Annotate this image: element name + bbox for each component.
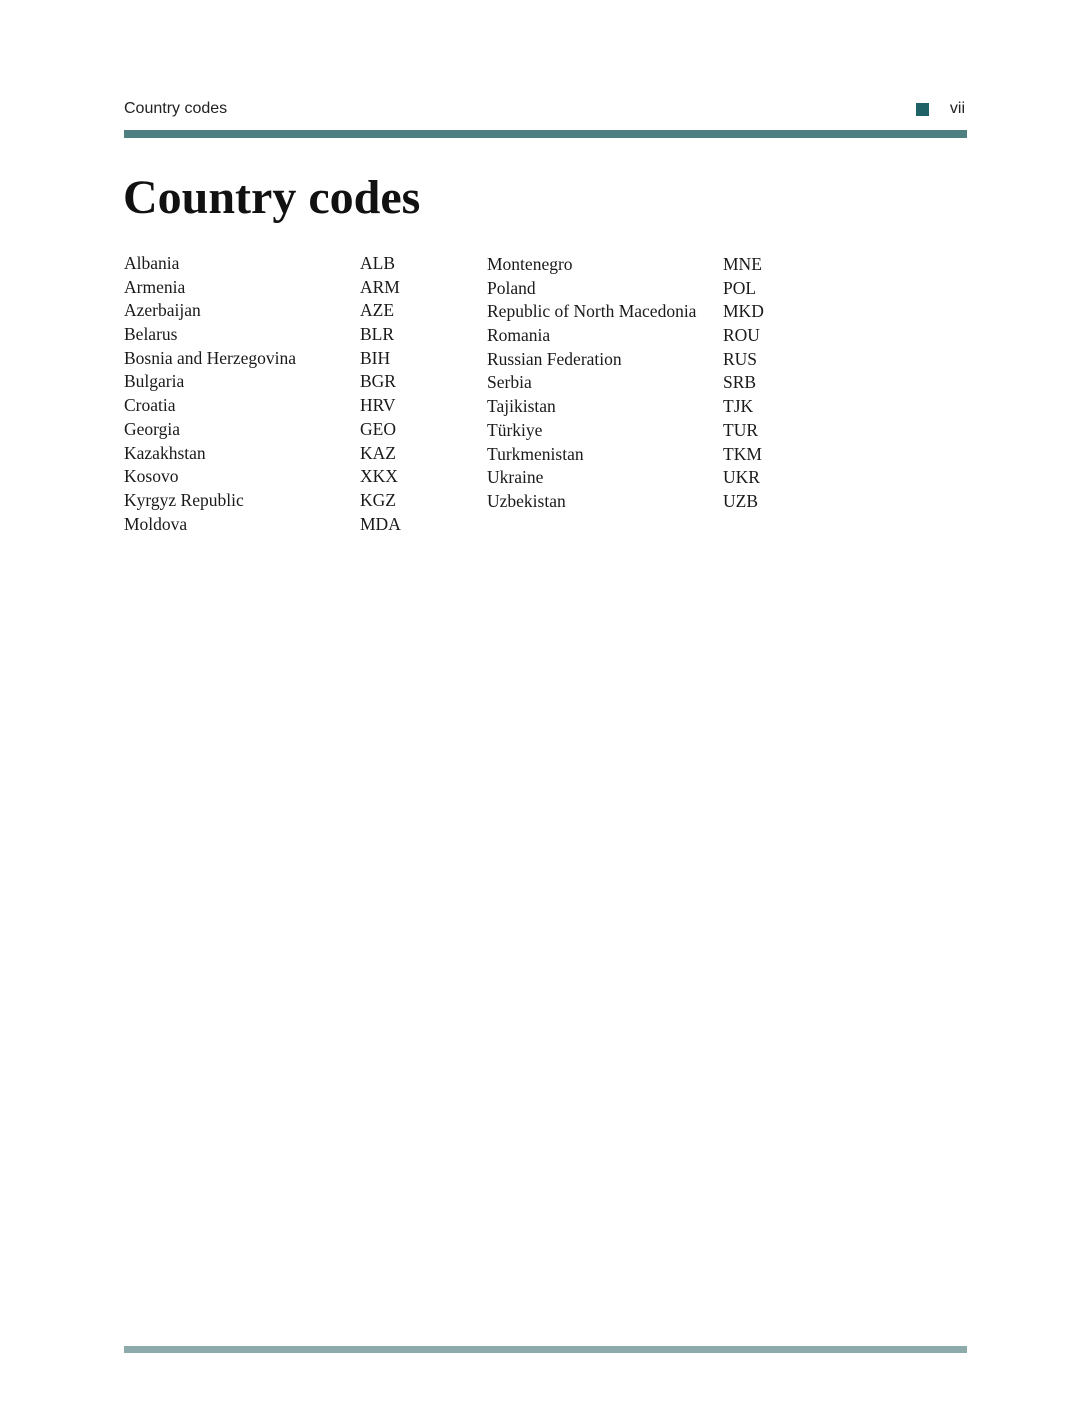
country-name: Georgia: [124, 418, 181, 439]
country-code: SRB: [723, 372, 757, 393]
country-name: Bosnia and Herzegovina: [124, 347, 297, 368]
country-code: HRV: [360, 395, 396, 416]
country-name: Romania: [487, 325, 551, 346]
country-name: Belarus: [124, 324, 178, 345]
country-name: Kazakhstan: [124, 442, 206, 463]
country-name: Albania: [124, 253, 180, 273]
country-code: UZB: [723, 490, 758, 511]
country-name: Türkiye: [487, 419, 543, 440]
country-code: BGR: [360, 371, 396, 392]
country-code: BLR: [360, 324, 395, 345]
header-square-marker: [916, 103, 929, 116]
running-header-title: Country codes: [124, 100, 228, 117]
country-name: Russian Federation: [487, 348, 622, 369]
country-name: Poland: [487, 277, 536, 298]
header-rule: [124, 130, 967, 138]
country-code: ARM: [360, 276, 400, 297]
page-number: vii: [949, 100, 965, 117]
country-name: Croatia: [124, 395, 176, 416]
country-code: MNE: [723, 254, 762, 274]
country-name: Montenegro: [487, 254, 573, 274]
country-code: MKD: [723, 301, 764, 322]
country-name: Azerbaijan: [124, 300, 201, 321]
country-code: ALB: [360, 253, 395, 273]
country-name: Serbia: [487, 372, 532, 393]
country-code: MDA: [360, 513, 401, 534]
country-code: GEO: [360, 418, 396, 439]
country-name: Tajikistan: [487, 396, 556, 417]
country-code: UKR: [723, 467, 760, 488]
country-code: AZE: [360, 300, 395, 321]
country-name: Kosovo: [124, 466, 179, 487]
country-code: XKX: [360, 466, 398, 487]
country-code: KGZ: [360, 489, 396, 510]
country-name: Ukraine: [487, 467, 544, 488]
country-name: Kyrgyz Republic: [124, 489, 244, 510]
country-name: Republic of North Macedonia: [487, 301, 697, 322]
page-title: Country codes: [123, 171, 421, 224]
country-name: Armenia: [124, 276, 186, 297]
country-name: Uzbekistan: [487, 490, 566, 511]
country-code: POL: [723, 277, 757, 298]
country-code: TJK: [723, 396, 754, 417]
running-header: [124, 100, 967, 122]
country-code: BIH: [360, 347, 391, 368]
country-name: Turkmenistan: [487, 443, 584, 464]
country-name: Moldova: [124, 513, 188, 534]
country-code: ROU: [723, 325, 760, 346]
country-code: KAZ: [360, 442, 396, 463]
country-name: Bulgaria: [124, 371, 185, 392]
country-code: RUS: [723, 348, 758, 369]
country-code: TUR: [723, 419, 758, 440]
country-code: TKM: [723, 443, 762, 464]
footer-rule: [124, 1346, 967, 1353]
